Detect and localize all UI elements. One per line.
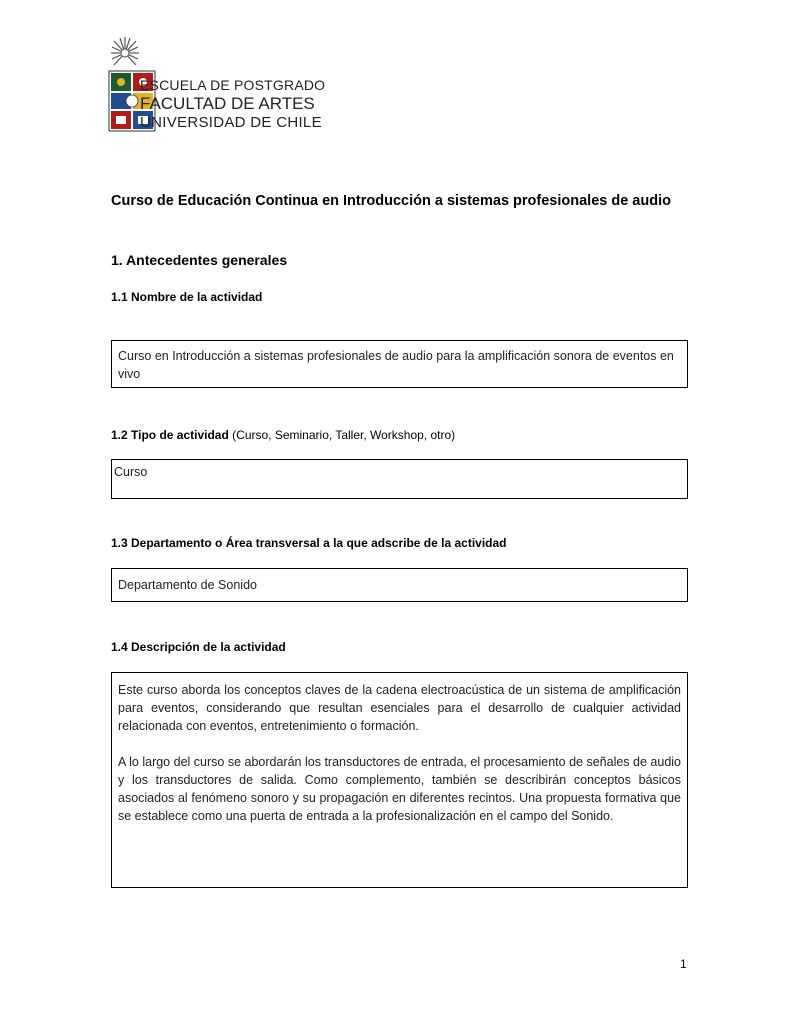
field-box-descripcion xyxy=(111,672,688,888)
field-heading-tipo-label: 1.2 Tipo de actividad xyxy=(111,428,229,442)
field-box-tipo xyxy=(111,459,688,499)
star-rays-icon xyxy=(110,36,140,70)
description-paragraph-2: A lo largo del curso se abordarán los transductores de entrada, el procesamiento de señales de audio y los transductores de salida. Como complemento, también se describirán conceptos básicos asociados al fenómeno sonoro y su propagación en diferentes recintos. Una propuesta formativa que se establece como una puerta de entrada a la profesionalización en el campo del Sonido. xyxy=(118,755,681,823)
logo-line-faculty: FACULTAD DE ARTES xyxy=(140,94,315,113)
field-box-nombre xyxy=(111,340,688,388)
field-box-departamento xyxy=(111,568,688,602)
university-logo xyxy=(108,36,328,136)
field-value-nombre: Curso en Introducción a sistemas profesionales de audio para la amplificación sonora de eventos en vivo xyxy=(118,349,674,381)
field-heading-nombre: 1.1 Nombre de la actividad xyxy=(111,290,263,304)
logo-line-school: ESCUELA DE POSTGRADO xyxy=(140,77,326,93)
field-heading-departamento: 1.3 Departamento o Área transversal a la que adscribe de la actividad xyxy=(111,536,507,550)
field-heading-tipo-note: (Curso, Seminario, Taller, Workshop, otro) xyxy=(232,428,456,442)
description-paragraph-1: Este curso aborda los conceptos claves de la cadena electroacústica de un sistema de amplificación para eventos, considerando que resultan esenciales para el desarrollo de cualquier actividad relacionada con eventos, entretenimiento o formación. xyxy=(118,683,681,733)
field-heading-tipo xyxy=(111,428,455,442)
field-value-tipo: Curso xyxy=(114,465,148,479)
logo-text xyxy=(140,78,325,130)
field-heading-descripcion: 1.4 Descripción de la actividad xyxy=(111,640,286,654)
section-heading: 1. Antecedentes generales xyxy=(111,252,288,268)
document-title: Curso de Educación Continua en Introducción a sistemas profesionales de audio xyxy=(111,193,671,209)
logo-line-university: UNIVERSIDAD DE CHILE xyxy=(140,114,322,131)
page-number: 1 xyxy=(680,957,687,971)
field-value-departamento: Departamento de Sonido xyxy=(118,578,257,592)
